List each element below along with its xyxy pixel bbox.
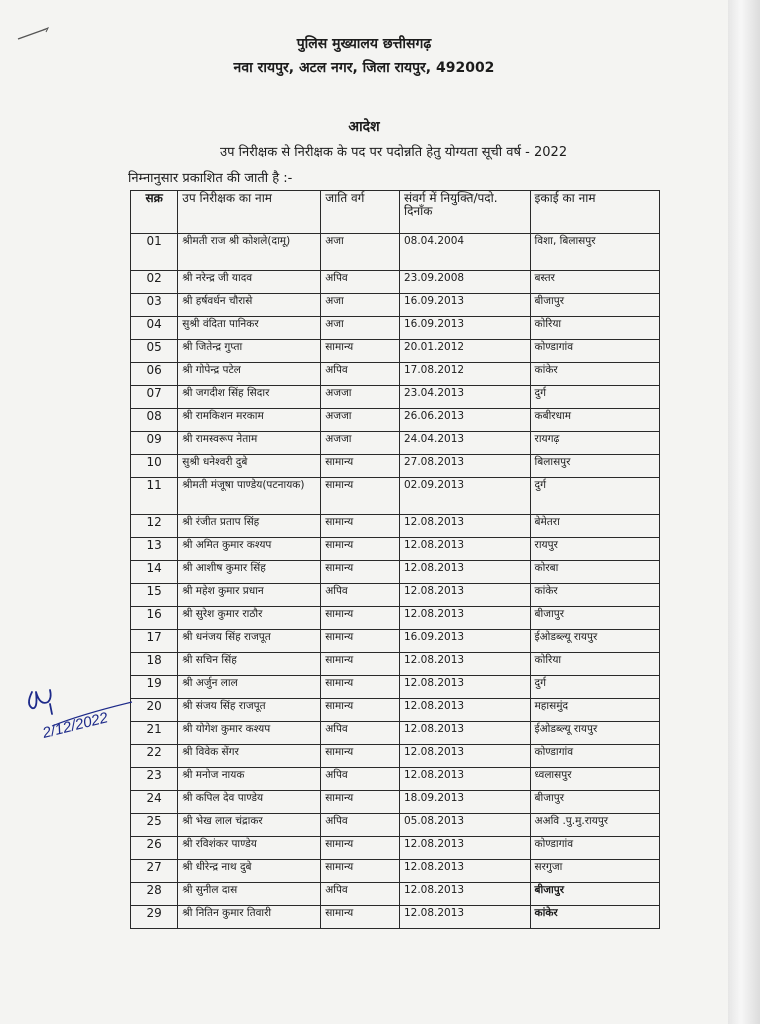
caste-category-cell: सामान्य — [321, 478, 400, 515]
unit-name-cell: बीजापुर — [530, 883, 659, 906]
table-row — [131, 837, 660, 860]
serial-number-cell: 03 — [131, 294, 178, 317]
serial-number-cell: 22 — [131, 745, 178, 768]
serial-number-cell: 16 — [131, 607, 178, 630]
unit-name-cell: ध्वलासपुर — [530, 768, 659, 791]
appointment-date-cell: 16.09.2013 — [399, 630, 530, 653]
officer-name-cell: श्री सुरेश कुमार राठौर — [178, 607, 321, 630]
appointment-date-cell: 12.08.2013 — [399, 768, 530, 791]
serial-number-cell: 29 — [131, 906, 178, 929]
officer-name-cell: श्री नरेन्द्र जी यादव — [178, 271, 321, 294]
caste-category-cell: अजा — [321, 234, 400, 271]
unit-name-cell: कांकेर — [530, 363, 659, 386]
officer-name-cell: श्री गोपेन्द्र पटेल — [178, 363, 321, 386]
table-row — [131, 607, 660, 630]
table-row — [131, 386, 660, 409]
table-row — [131, 814, 660, 837]
officer-name-cell: श्री हर्षवर्धन चौरासे — [178, 294, 321, 317]
unit-name-cell: विशा, बिलासपुर — [530, 234, 659, 271]
table-row — [131, 699, 660, 722]
table-row — [131, 860, 660, 883]
caste-category-cell: सामान्य — [321, 630, 400, 653]
table-row — [131, 538, 660, 561]
table-row — [131, 234, 660, 271]
header-serial: सक्र — [131, 191, 178, 234]
unit-name-cell: बीजापुर — [530, 294, 659, 317]
table-row — [131, 676, 660, 699]
officer-name-cell: श्री रंजीत प्रताप सिंह — [178, 515, 321, 538]
serial-number-cell: 25 — [131, 814, 178, 837]
eligibility-table — [130, 190, 660, 929]
caste-category-cell: सामान्य — [321, 860, 400, 883]
table-row — [131, 561, 660, 584]
office-title: पुलिस मुख्यालय छत्तीसगढ़ — [296, 36, 432, 52]
order-heading: आदेश — [348, 119, 380, 135]
serial-number-cell: 26 — [131, 837, 178, 860]
table-row — [131, 409, 660, 432]
appointment-date-cell: 12.08.2013 — [399, 538, 530, 561]
caste-category-cell: अपिव — [321, 584, 400, 607]
caste-category-cell: अपिव — [321, 363, 400, 386]
officer-name-cell: सुश्री वंदिता पानिकर — [178, 317, 321, 340]
caste-category-cell: सामान्य — [321, 515, 400, 538]
serial-number-cell: 14 — [131, 561, 178, 584]
caste-category-cell: सामान्य — [321, 676, 400, 699]
appointment-date-cell: 12.08.2013 — [399, 607, 530, 630]
unit-name-cell: कांकेर — [530, 584, 659, 607]
table-row — [131, 722, 660, 745]
appointment-date-cell: 24.04.2013 — [399, 432, 530, 455]
table-row — [131, 271, 660, 294]
appointment-date-cell: 12.08.2013 — [399, 722, 530, 745]
appointment-date-cell: 12.08.2013 — [399, 837, 530, 860]
header-unit: इकाई का नाम — [530, 191, 659, 234]
serial-number-cell: 17 — [131, 630, 178, 653]
unit-name-cell: बेमेतरा — [530, 515, 659, 538]
table-row — [131, 653, 660, 676]
office-address: नवा रायपुर, अटल नगर, जिला रायपुर, 492002 — [233, 60, 495, 76]
caste-category-cell: अपिव — [321, 768, 400, 791]
officer-name-cell: श्री जितेन्द्र गुप्ता — [178, 340, 321, 363]
unit-name-cell: महासमुंद — [530, 699, 659, 722]
table-row — [131, 906, 660, 929]
table-row — [131, 630, 660, 653]
caste-category-cell: सामान्य — [321, 745, 400, 768]
table-row — [131, 294, 660, 317]
unit-name-cell: कोरिया — [530, 317, 659, 340]
unit-name-cell: दुर्ग — [530, 386, 659, 409]
unit-name-cell: बीजापुर — [530, 607, 659, 630]
unit-name-cell: ईओडब्ल्यू रायपुर — [530, 630, 659, 653]
unit-name-cell: बीजापुर — [530, 791, 659, 814]
officer-name-cell: श्री योगेश कुमार कश्यप — [178, 722, 321, 745]
officer-name-cell: श्री जगदीश सिंह सिदार — [178, 386, 321, 409]
unit-name-cell: कोण्डागांव — [530, 745, 659, 768]
table-row — [131, 768, 660, 791]
officer-name-cell: श्री रामकिशन मरकाम — [178, 409, 321, 432]
serial-number-cell: 21 — [131, 722, 178, 745]
serial-number-cell: 01 — [131, 234, 178, 271]
officer-name-cell: श्री धीरेन्द्र नाथ दुबे — [178, 860, 321, 883]
table-row — [131, 745, 660, 768]
caste-category-cell: सामान्य — [321, 538, 400, 561]
caste-category-cell: सामान्य — [321, 561, 400, 584]
caste-category-cell: अजजा — [321, 409, 400, 432]
unit-name-cell: ईओडब्ल्यू रायपुर — [530, 722, 659, 745]
officer-name-cell: श्री भेख लाल चंद्राकर — [178, 814, 321, 837]
caste-category-cell: सामान्य — [321, 653, 400, 676]
officer-name-cell: श्री मनोज नायक — [178, 768, 321, 791]
header-date: संवर्ग में नियुक्ति/पदो. दिनाँक — [399, 191, 530, 234]
caste-category-cell: सामान्य — [321, 340, 400, 363]
appointment-date-cell: 16.09.2013 — [399, 317, 530, 340]
appointment-date-cell: 05.08.2013 — [399, 814, 530, 837]
unit-name-cell: रायगढ़ — [530, 432, 659, 455]
serial-number-cell: 23 — [131, 768, 178, 791]
table-row — [131, 455, 660, 478]
appointment-date-cell: 12.08.2013 — [399, 515, 530, 538]
appointment-date-cell: 16.09.2013 — [399, 294, 530, 317]
unit-name-cell: रायपुर — [530, 538, 659, 561]
table-row — [131, 432, 660, 455]
table-row — [131, 363, 660, 386]
unit-name-cell: अअवि .पु.मु.रायपुर — [530, 814, 659, 837]
header-name: उप निरीक्षक का नाम — [178, 191, 321, 234]
serial-number-cell: 05 — [131, 340, 178, 363]
serial-number-cell: 19 — [131, 676, 178, 699]
caste-category-cell: अपिव — [321, 271, 400, 294]
unit-name-cell: बिलासपुर — [530, 455, 659, 478]
svg-text:2/12/2022: 2/12/2022 — [40, 709, 110, 742]
caste-category-cell: अजा — [321, 294, 400, 317]
appointment-date-cell: 12.08.2013 — [399, 745, 530, 768]
caste-category-cell: सामान्य — [321, 455, 400, 478]
appointment-date-cell: 08.04.2004 — [399, 234, 530, 271]
officer-name-cell: सुश्री धनेश्वरी दुबे — [178, 455, 321, 478]
unit-name-cell: बस्तर — [530, 271, 659, 294]
serial-number-cell: 09 — [131, 432, 178, 455]
appointment-date-cell: 12.08.2013 — [399, 561, 530, 584]
officer-name-cell: श्री रामस्वरूप नेताम — [178, 432, 321, 455]
intro-line-1: उप निरीक्षक से निरीक्षक के पद पर पदोन्नति हेतु योग्यता सूची वर्ष - 2022 — [220, 145, 568, 160]
officer-name-cell: श्री विवेक सेंगर — [178, 745, 321, 768]
caste-category-cell: सामान्य — [321, 607, 400, 630]
serial-number-cell: 13 — [131, 538, 178, 561]
appointment-date-cell: 20.01.2012 — [399, 340, 530, 363]
serial-number-cell: 27 — [131, 860, 178, 883]
appointment-date-cell: 12.08.2013 — [399, 584, 530, 607]
table-body — [131, 234, 660, 929]
serial-number-cell: 06 — [131, 363, 178, 386]
appointment-date-cell: 12.08.2013 — [399, 883, 530, 906]
caste-category-cell: अपिव — [321, 722, 400, 745]
unit-name-cell: कोण्डागांव — [530, 837, 659, 860]
appointment-date-cell: 17.08.2012 — [399, 363, 530, 386]
appointment-date-cell: 12.08.2013 — [399, 906, 530, 929]
caste-category-cell: सामान्य — [321, 699, 400, 722]
officer-name-cell: श्री सचिन सिंह — [178, 653, 321, 676]
unit-name-cell: कोण्डागांव — [530, 340, 659, 363]
officer-name-cell: श्री नितिन कुमार तिवारी — [178, 906, 321, 929]
appointment-date-cell: 12.08.2013 — [399, 653, 530, 676]
appointment-date-cell: 12.08.2013 — [399, 676, 530, 699]
serial-number-cell: 15 — [131, 584, 178, 607]
page-edge — [728, 0, 760, 1024]
officer-name-cell: श्री संजय सिंह राजपूत — [178, 699, 321, 722]
officer-name-cell: श्री रविशंकर पाण्डेय — [178, 837, 321, 860]
appointment-date-cell: 23.09.2008 — [399, 271, 530, 294]
serial-number-cell: 10 — [131, 455, 178, 478]
officer-name-cell: श्रीमती मंजूषा पाण्डेय(पटनायक) — [178, 478, 321, 515]
serial-number-cell: 18 — [131, 653, 178, 676]
unit-name-cell: कांकेर — [530, 906, 659, 929]
appointment-date-cell: 23.04.2013 — [399, 386, 530, 409]
serial-number-cell: 07 — [131, 386, 178, 409]
table-row — [131, 515, 660, 538]
unit-name-cell: कबीरधाम — [530, 409, 659, 432]
officer-name-cell: श्री कपिल देव पाण्डेय — [178, 791, 321, 814]
header-caste: जाति वर्ग — [321, 191, 400, 234]
caste-category-cell: अपिव — [321, 883, 400, 906]
appointment-date-cell: 18.09.2013 — [399, 791, 530, 814]
serial-number-cell: 08 — [131, 409, 178, 432]
appointment-date-cell: 27.08.2013 — [399, 455, 530, 478]
unit-name-cell: दुर्ग — [530, 676, 659, 699]
serial-number-cell: 02 — [131, 271, 178, 294]
serial-number-cell: 24 — [131, 791, 178, 814]
unit-name-cell: कोरबा — [530, 561, 659, 584]
caste-category-cell: सामान्य — [321, 906, 400, 929]
serial-number-cell: 28 — [131, 883, 178, 906]
officer-name-cell: श्री अर्जुन लाल — [178, 676, 321, 699]
appointment-date-cell: 02.09.2013 — [399, 478, 530, 515]
intro-line-2: निम्नानुसार प्रकाशित की जाती है :- — [128, 171, 293, 186]
appointment-date-cell: 12.08.2013 — [399, 860, 530, 883]
officer-name-cell: श्री महेश कुमार प्रधान — [178, 584, 321, 607]
caste-category-cell: अपिव — [321, 814, 400, 837]
table-row — [131, 478, 660, 515]
caste-category-cell: सामान्य — [321, 837, 400, 860]
officer-name-cell: श्री धनंजय सिंह राजपूत — [178, 630, 321, 653]
serial-number-cell: 11 — [131, 478, 178, 515]
caste-category-cell: अजा — [321, 317, 400, 340]
officer-name-cell: श्री अमित कुमार कश्यप — [178, 538, 321, 561]
table-row — [131, 340, 660, 363]
unit-name-cell: कोरिया — [530, 653, 659, 676]
unit-name-cell: सरगुजा — [530, 860, 659, 883]
officer-name-cell: श्री सुनील दास — [178, 883, 321, 906]
serial-number-cell: 12 — [131, 515, 178, 538]
handwritten-signature — [22, 686, 142, 742]
serial-number-cell: 04 — [131, 317, 178, 340]
table-row — [131, 317, 660, 340]
unit-name-cell: दुर्ग — [530, 478, 659, 515]
table-row — [131, 584, 660, 607]
table-row — [131, 791, 660, 814]
officer-name-cell: श्रीमती राज श्री कोशले(दामू) — [178, 234, 321, 271]
appointment-date-cell: 26.06.2013 — [399, 409, 530, 432]
officer-name-cell: श्री आशीष कुमार सिंह — [178, 561, 321, 584]
caste-category-cell: सामान्य — [321, 791, 400, 814]
caste-category-cell: अजजा — [321, 432, 400, 455]
table-row — [131, 883, 660, 906]
appointment-date-cell: 12.08.2013 — [399, 699, 530, 722]
caste-category-cell: अजजा — [321, 386, 400, 409]
table-header-row — [131, 191, 660, 234]
serial-number-cell: 20 — [131, 699, 178, 722]
